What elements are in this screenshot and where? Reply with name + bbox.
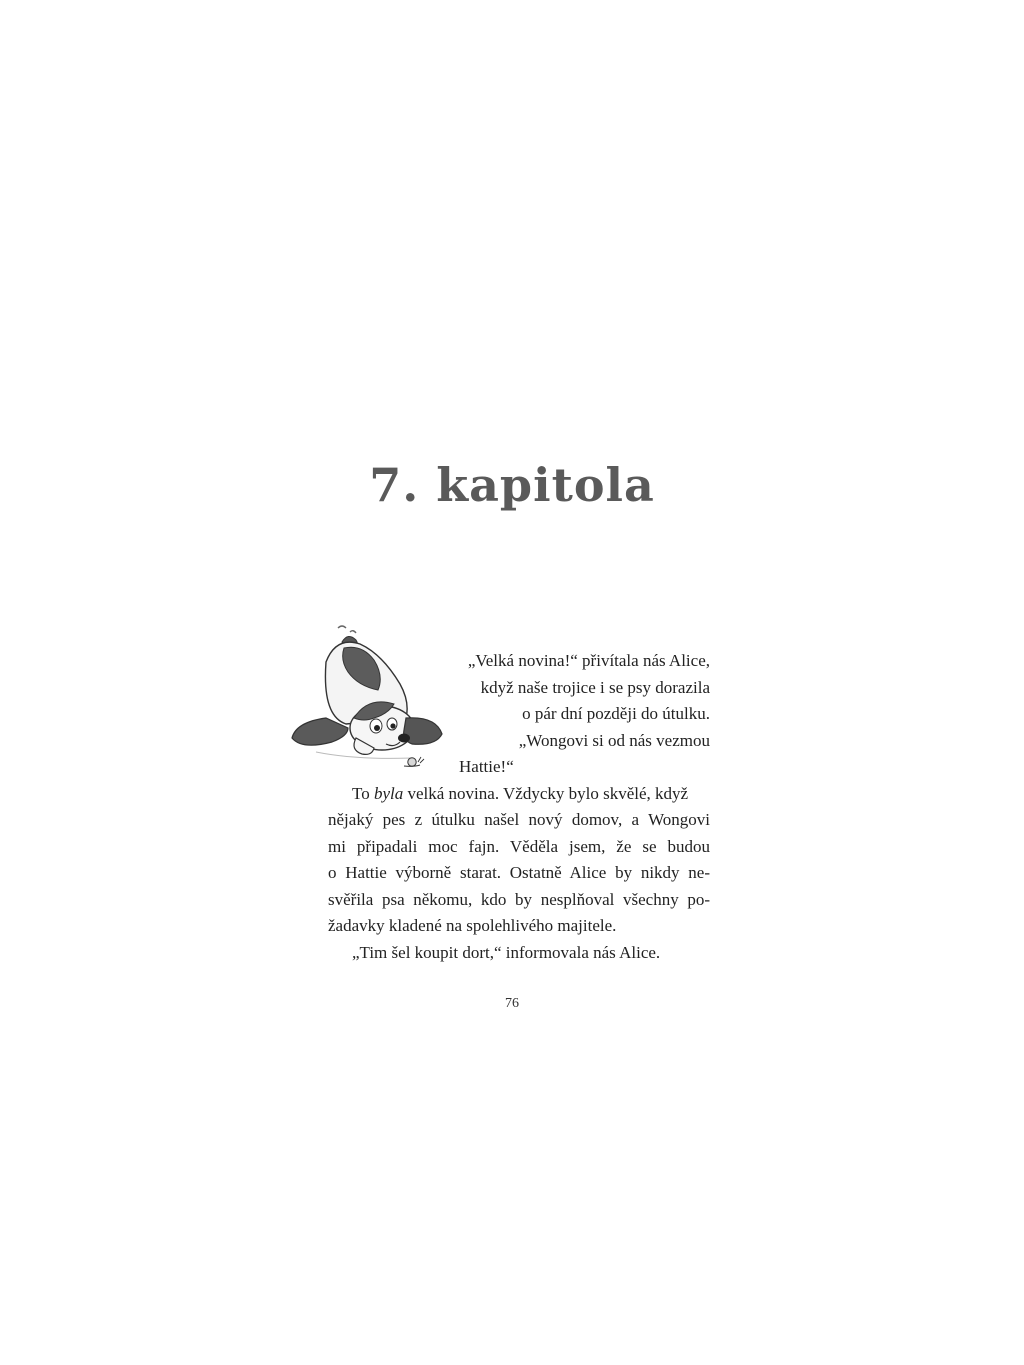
text-line: o Hattie výborně starat. Ostatně Alice by nikdy ne- [328, 863, 710, 882]
text-fragment: velká novina. Vždycky bylo skvělé, když [403, 783, 689, 803]
text-line: „Velká novina!“ přivítala nás Alice, [467, 651, 710, 670]
body-text [328, 648, 710, 966]
text-line: „Tim šel koupit dort,“ informovala nás Alice. [352, 942, 661, 962]
text-line: o pár dní později do útulku. [522, 704, 710, 723]
emphasized-word: byla [373, 783, 404, 803]
text-line: „Wongovi si od nás vezmou [518, 730, 710, 750]
text-line: Hattie!“ [459, 757, 514, 776]
text-line: nějaký pes z útulku našel nový domov, a Wongovi [328, 810, 710, 829]
chapter-title: 7. kapitola [369, 458, 655, 512]
text-line: když naše trojice i se psy dorazila [480, 677, 710, 697]
text-line: svěřila psa někomu, kdo by nesplňoval všechny po- [328, 889, 710, 909]
page-number: 76 [505, 996, 519, 1011]
text-fragment: To [352, 783, 370, 803]
text-line: žadavky kladené na spolehlivého majitele. [328, 916, 617, 935]
text-line-italic-lead [328, 781, 710, 808]
text-line: mi připadali moc fajn. Věděla jsem, že se budou [328, 836, 710, 856]
